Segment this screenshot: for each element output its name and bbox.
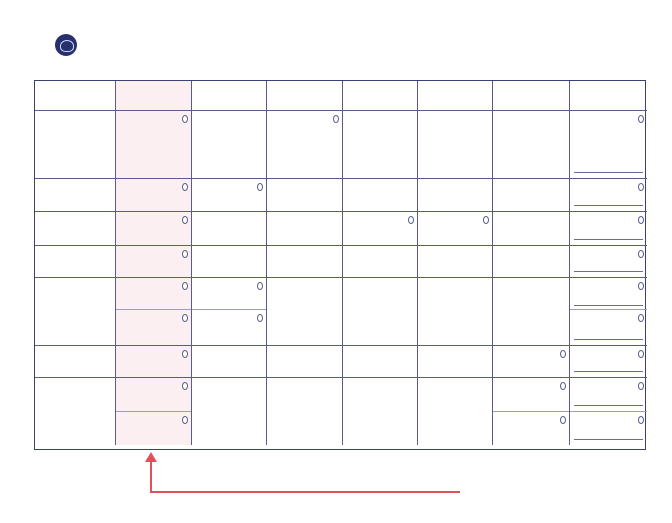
column-header-county-line — [116, 81, 192, 111]
vote-oval[interactable] — [182, 282, 188, 290]
empty-cell — [343, 346, 418, 378]
office-title-county-clerk — [35, 246, 116, 278]
write-in-line[interactable] — [574, 239, 643, 241]
write-in-cell[interactable] — [570, 246, 647, 278]
vote-oval[interactable] — [257, 183, 263, 191]
write-in-line[interactable] — [574, 371, 643, 373]
county-seal-icon — [55, 34, 77, 56]
empty-cell — [343, 278, 418, 346]
candidate-cell[interactable] — [493, 346, 570, 378]
office-title-county-committee — [35, 378, 116, 445]
empty-cell — [267, 378, 343, 445]
empty-cell — [343, 111, 418, 179]
empty-cell — [192, 111, 267, 179]
empty-cell — [493, 278, 570, 346]
ballot-header — [22, 18, 662, 80]
timing-marks-top — [28, 6, 668, 16]
empty-cell — [418, 179, 493, 212]
office-title-senate — [35, 179, 116, 212]
write-in-line[interactable] — [574, 339, 643, 341]
empty-cell — [343, 179, 418, 212]
empty-cell — [493, 111, 570, 179]
candidate-cell[interactable] — [116, 378, 192, 445]
vote-oval[interactable] — [408, 216, 414, 224]
candidate-cell[interactable] — [116, 246, 192, 278]
candidate-cell[interactable] — [116, 179, 192, 212]
candidate-cell[interactable] — [418, 212, 493, 246]
write-in-cell[interactable] — [570, 179, 647, 212]
vote-oval[interactable] — [182, 416, 188, 424]
vote-oval[interactable] — [182, 115, 188, 123]
vote-oval[interactable] — [483, 216, 489, 224]
vote-oval[interactable] — [638, 350, 644, 358]
vote-oval[interactable] — [560, 416, 566, 424]
annotation-arrow-icon — [145, 452, 157, 462]
candidate-cell[interactable] — [343, 212, 418, 246]
vote-oval[interactable] — [182, 183, 188, 191]
vote-oval[interactable] — [333, 115, 339, 123]
empty-cell — [267, 278, 343, 346]
write-in-line[interactable] — [574, 439, 643, 441]
candidate-cell[interactable] — [192, 278, 267, 346]
candidate-cell[interactable] — [116, 278, 192, 346]
write-in-cell[interactable] — [570, 378, 647, 445]
empty-cell — [343, 246, 418, 278]
clerk-block — [82, 32, 192, 34]
column-header — [192, 81, 267, 111]
candidate-cell[interactable] — [116, 346, 192, 378]
vote-oval[interactable] — [638, 382, 644, 390]
column-header — [267, 81, 343, 111]
vote-oval[interactable] — [560, 350, 566, 358]
vote-oval[interactable] — [182, 314, 188, 322]
write-in-cell[interactable] — [570, 212, 647, 246]
candidate-cell[interactable] — [493, 378, 570, 445]
vote-oval[interactable] — [638, 115, 644, 123]
annotation-line — [150, 491, 460, 493]
candidate-cell[interactable] — [267, 111, 343, 179]
empty-cell — [418, 278, 493, 346]
empty-cell — [493, 179, 570, 212]
vote-oval[interactable] — [638, 250, 644, 258]
write-in-line[interactable] — [574, 405, 643, 407]
column-header — [493, 81, 570, 111]
empty-cell — [192, 212, 267, 246]
write-in-cell[interactable] — [570, 346, 647, 378]
candidate-cell[interactable] — [116, 111, 192, 179]
vote-oval[interactable] — [182, 350, 188, 358]
vote-oval[interactable] — [638, 216, 644, 224]
vote-oval[interactable] — [182, 382, 188, 390]
empty-cell — [267, 246, 343, 278]
vote-oval[interactable] — [638, 282, 644, 290]
column-header-personal-choice — [570, 81, 647, 111]
empty-cell — [267, 179, 343, 212]
candidate-cell[interactable] — [116, 212, 192, 246]
empty-cell — [418, 378, 493, 445]
office-title-township — [35, 346, 116, 378]
empty-cell — [343, 378, 418, 445]
ballot-sheet — [22, 18, 662, 478]
office-title-president — [35, 111, 116, 179]
column-header-office — [35, 81, 116, 111]
candidate-cell[interactable] — [192, 179, 267, 212]
empty-cell — [192, 246, 267, 278]
write-in-cell[interactable] — [570, 278, 647, 346]
vote-oval[interactable] — [638, 183, 644, 191]
empty-cell — [192, 346, 267, 378]
ballot-grid — [34, 80, 646, 450]
empty-cell — [418, 111, 493, 179]
vote-oval[interactable] — [560, 382, 566, 390]
empty-cell — [418, 246, 493, 278]
empty-cell — [267, 346, 343, 378]
office-title-freeholders — [35, 278, 116, 346]
empty-cell — [493, 246, 570, 278]
column-header — [343, 81, 418, 111]
vote-oval[interactable] — [257, 282, 263, 290]
vote-oval[interactable] — [638, 416, 644, 424]
write-in-line[interactable] — [574, 172, 643, 174]
vote-oval[interactable] — [182, 250, 188, 258]
column-header — [418, 81, 493, 111]
write-in-line[interactable] — [574, 205, 643, 207]
annotation-line — [150, 462, 152, 492]
timing-marks-left — [6, 8, 18, 486]
vote-oval[interactable] — [638, 314, 644, 322]
empty-cell — [418, 346, 493, 378]
empty-cell — [192, 378, 267, 445]
write-in-line[interactable] — [574, 305, 643, 307]
vote-oval[interactable] — [257, 314, 263, 322]
vote-oval[interactable] — [182, 216, 188, 224]
write-in-cell[interactable] — [570, 111, 647, 179]
write-in-line[interactable] — [574, 271, 643, 273]
empty-cell — [493, 212, 570, 246]
office-title-house — [35, 212, 116, 246]
empty-cell — [267, 212, 343, 246]
